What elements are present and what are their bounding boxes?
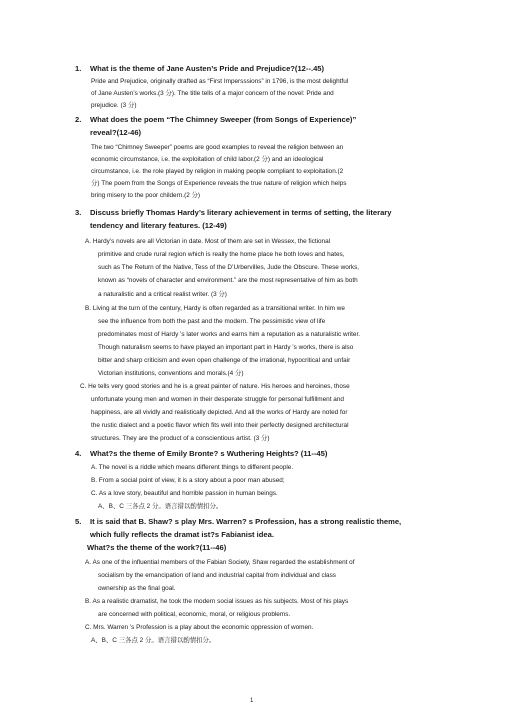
paragraph-line: A. The novel is a riddle which means different things to different people. <box>91 464 294 471</box>
paragraph-line: economic circumstance, i.e. the exploitation of child labor.(2 分) and an ideological <box>91 156 324 163</box>
paragraph-line: B. From a social point of view, it is a story about a poor man abused; <box>91 477 285 484</box>
question-title-continued: tendency and literary features. (12-49) <box>90 221 227 230</box>
grading-note: A、B、C 三各点 2 分。语言措以酌情扣分。 <box>98 503 223 510</box>
question-3-heading <box>75 206 435 219</box>
paragraph-line: C. As a love story, beautiful and horrible passion in human beings. <box>91 490 278 497</box>
question-title-continued: reveal?(12-46) <box>90 128 142 137</box>
paragraph-line: bring misery to the poor childern.(2 分) <box>91 192 201 199</box>
question-number: 4. <box>75 449 82 458</box>
paragraph-line: C. He tells very good stories and he is a great painter of nature. His heroes and heroines, those <box>80 383 350 390</box>
question-5-heading <box>75 515 435 528</box>
paragraph-line: are concerned with political, economic, moral, or religious problems. <box>98 611 291 618</box>
question-number: 5. <box>75 517 82 526</box>
paragraph-line: a naturalistic and a critical realist writer. (3 分) <box>98 291 227 298</box>
paragraph-line: Victorian institutions, conventions and morals.(4 分) <box>98 370 244 377</box>
question-number: 2. <box>75 115 82 124</box>
page-number: 1 <box>250 698 254 704</box>
paragraph-line: circumstance, i.e. the role played by religion in making people compliant to exploitation.(2 <box>91 168 344 175</box>
paragraph-line: structures. They are the product of a conscientious artist. (3 分) <box>91 435 270 442</box>
question-title: What?s the theme of Emily Bronte? s Wuthering Heights? (11--45) <box>90 449 328 458</box>
paragraph-line: 分) The poem from the Songs of Experience reveals the true nature of religion which helps <box>91 180 347 187</box>
paragraph-line: primitive and crude rural region which is really the home place he both loves and hates, <box>98 251 345 258</box>
question-4-heading <box>75 447 435 460</box>
paragraph-line: prejudice. (3 分) <box>91 102 137 109</box>
paragraph-line: see the influence from both the past and the modern. The pessimistic view of life <box>98 318 326 325</box>
paragraph-line: The two “Chimney Sweeper” poems are good examples to reveal the religion between an <box>91 144 344 151</box>
question-1-heading <box>75 62 435 75</box>
paragraph-line: unfortunate young men and women in their desperate struggle for personal fulfillment and <box>91 396 344 403</box>
question-title: What does the poem “The Chimney Sweeper (from Songs of Experience)” <box>90 115 357 124</box>
question-2-heading <box>75 113 435 126</box>
question-number: 1. <box>75 64 82 73</box>
paragraph-line: B. Living at the turn of the century, Hardy is often regarded as a transitional writer. In him we <box>85 305 345 312</box>
paragraph-line: the rustic dialect and a poetic flavor which fits well into their perfectly designed architectural <box>91 422 349 429</box>
grading-note: A、B、C 三各点 2 分。语言措以酌情扣分。 <box>91 637 216 644</box>
question-title: What is the theme of Jane Austen’s Pride and Prejudice?(12--.45) <box>90 64 325 73</box>
paragraph-line: of Jane Austen’s works.(3 分). The title tells of a major concern of the novel: Pride and <box>91 90 334 97</box>
question-title: Discuss briefly Thomas Hardy’s literary achievement in terms of setting, the literary <box>90 208 392 217</box>
paragraph-line: socialism by the emancipation of land and industrial capital from individual and class <box>98 572 337 579</box>
paragraph-line: Pride and Prejudice, originally drafted as “First Impersssions” in 1796, is the most delightful <box>91 78 349 85</box>
paragraph-line: A. As one of the influential members of the Fabian Society, Shaw regarded the establishment of <box>85 559 355 566</box>
paragraph-line: Though naturalism seems to have played an important part in Hardy ’s works, there is also <box>98 344 354 351</box>
paragraph-line: such as The Return of the Native, Tess of the D’Urbervilles, Jude the Obscure. These works, <box>98 264 360 271</box>
paragraph-line: A. Hardy’s novels are all Victorian in date. Most of them are set in Wessex, the fictional <box>85 238 331 245</box>
paragraph-line: ownership as the final goal. <box>98 585 176 592</box>
question-title-continued: What?s the theme of the work?(11--46) <box>87 543 227 552</box>
paragraph-line: known as “novels of character and environment.” are the most representative of him as both <box>98 277 358 284</box>
paragraph-line: bitter and sharp criticism and even open challenge of the irrational, hypocritical and unfair <box>98 357 351 364</box>
paragraph-line: B. As a realistic dramatist, he took the modern social issues as his subjects. Most of his plays <box>85 598 349 605</box>
paragraph-line: predominates most of Hardy ’s later works and earns him a reputation as a naturalistic writer. <box>98 331 361 338</box>
question-title-continued: which fully reflects the dramat ist?s Fabianist idea. <box>90 530 274 539</box>
paragraph-line: C. Mrs. Warren ’s Profession is a play about the economic oppression of women. <box>85 624 314 631</box>
paragraph-line: happiness, are all vividly and realistically depicted. And all the works of Hardy are noted for <box>91 409 348 416</box>
question-number: 3. <box>75 208 82 217</box>
question-title: It is said that B. Shaw? s play Mrs. Warren? s Profession, has a strong realistic theme, <box>90 517 402 526</box>
